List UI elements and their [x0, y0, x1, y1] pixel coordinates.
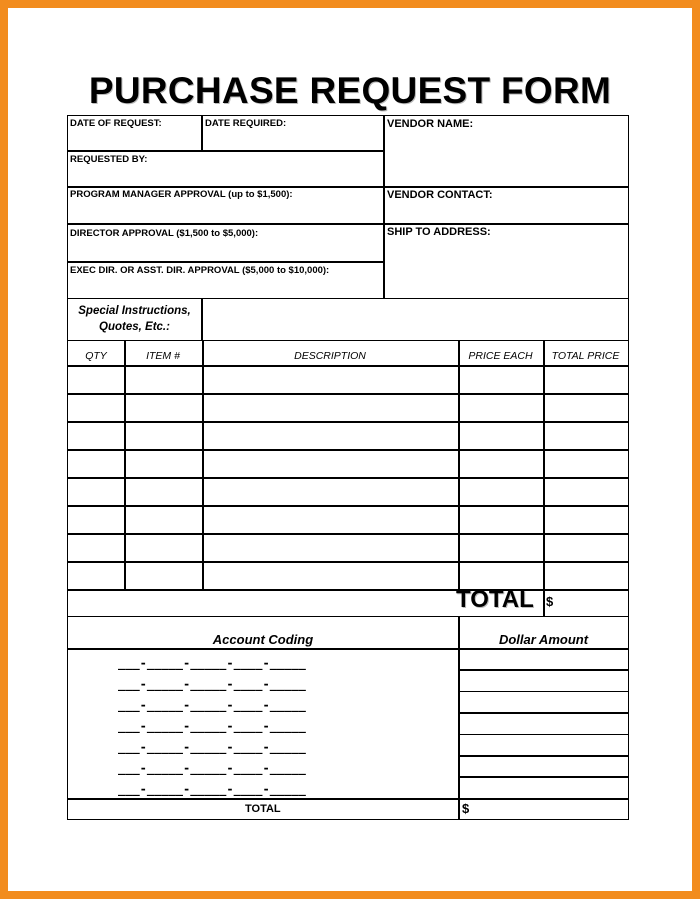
table-cell[interactable] [545, 423, 627, 447]
account-code-entry[interactable]: ___-_____-_____-____-_____ [118, 656, 306, 670]
table-cell[interactable] [204, 535, 456, 559]
account-code-entry[interactable]: ___-_____-_____-____-_____ [118, 719, 306, 733]
column-header-total-price: TOTAL PRICE [551, 350, 620, 362]
table-cell[interactable] [126, 507, 200, 531]
table-cell[interactable] [69, 479, 122, 503]
dollar-amount-field[interactable] [461, 714, 626, 732]
requested-by-field[interactable] [70, 166, 382, 185]
table-cell[interactable] [545, 367, 627, 391]
ship-to-address-field[interactable] [386, 240, 626, 297]
table-cell[interactable] [460, 395, 541, 419]
table-cell[interactable] [204, 395, 456, 419]
table-cell[interactable] [204, 367, 456, 391]
date-of-request-field[interactable] [70, 130, 200, 150]
dollar-amount-field[interactable] [461, 650, 626, 668]
table-cell[interactable] [460, 451, 541, 475]
table-cell[interactable] [545, 535, 627, 559]
table-cell[interactable] [204, 507, 456, 531]
vendor-contact-label: VENDOR CONTACT: [387, 189, 493, 201]
table-cell[interactable] [126, 423, 200, 447]
table-cell[interactable] [545, 479, 627, 503]
requested-by-label: REQUESTED BY: [70, 154, 148, 165]
account-code-entry[interactable]: ___-_____-_____-____-_____ [118, 677, 306, 691]
dollar-amount-field[interactable] [461, 778, 626, 796]
vendor-contact-field[interactable] [386, 203, 626, 222]
divider [201, 298, 203, 341]
account-coding-header: Account Coding [212, 632, 314, 647]
vendor-name-label: VENDOR NAME: [387, 118, 474, 130]
special-instructions-label [68, 303, 201, 335]
divider [67, 261, 384, 263]
table-cell[interactable] [126, 535, 200, 559]
exec-dir-approval-field[interactable] [70, 277, 382, 297]
table-cell[interactable] [69, 395, 122, 419]
special-instructions-field[interactable] [204, 301, 626, 339]
table-cell[interactable] [204, 451, 456, 475]
account-code-entry[interactable]: ___-_____-_____-____-_____ [118, 740, 306, 754]
items-total-label: TOTAL [456, 586, 534, 613]
table-cell[interactable] [460, 479, 541, 503]
table-cell[interactable] [126, 395, 200, 419]
dollar-amount-header: Dollar Amount [498, 632, 589, 647]
table-cell[interactable] [69, 367, 122, 391]
table-cell[interactable] [460, 423, 541, 447]
column-divider [543, 589, 545, 617]
coding-total-currency: $ [462, 801, 470, 816]
row-divider [67, 589, 629, 591]
table-cell[interactable] [460, 563, 541, 587]
table-cell[interactable] [545, 451, 627, 475]
divider [201, 115, 203, 151]
table-cell[interactable] [545, 507, 627, 531]
table-cell[interactable] [460, 535, 541, 559]
director-approval-label: DIRECTOR APPROVAL ($1,500 to $5,000): [70, 228, 259, 239]
table-cell[interactable] [204, 423, 456, 447]
divider [67, 150, 384, 152]
table-cell[interactable] [204, 479, 456, 503]
divider [383, 115, 385, 299]
special-instructions-line2: Quotes, Etc.: [99, 321, 170, 333]
items-total-currency: $ [546, 594, 554, 609]
program-manager-approval-label: PROGRAM MANAGER APPROVAL (up to $1,500): [70, 189, 293, 200]
items-total-field[interactable] [556, 590, 626, 615]
table-cell[interactable] [69, 535, 122, 559]
dollar-amount-field[interactable] [461, 736, 626, 754]
table-cell[interactable] [126, 451, 200, 475]
table-cell[interactable] [126, 479, 200, 503]
exec-dir-approval-label: EXEC DIR. OR ASST. DIR. APPROVAL ($5,000 to $10,000): [70, 265, 330, 276]
date-of-request-label: DATE OF REQUEST: [70, 118, 162, 129]
director-approval-field[interactable] [70, 240, 382, 260]
table-cell[interactable] [545, 395, 627, 419]
account-code-entry[interactable]: ___-_____-_____-____-_____ [118, 698, 306, 712]
divider [67, 223, 629, 225]
table-cell[interactable] [460, 507, 541, 531]
table-cell[interactable] [460, 367, 541, 391]
account-code-entry[interactable]: ___-_____-_____-____-_____ [118, 782, 306, 796]
ship-to-address-label: SHIP TO ADDRESS: [387, 226, 491, 238]
account-code-entry[interactable]: ___-_____-_____-____-_____ [118, 761, 306, 775]
dollar-amount-field[interactable] [461, 693, 626, 711]
special-instructions-line1: Special Instructions, [78, 305, 191, 317]
column-header-item: ITEM # [146, 350, 180, 362]
program-manager-approval-field[interactable] [70, 201, 382, 222]
vendor-name-field[interactable] [386, 132, 626, 184]
column-header-qty: QTY [85, 350, 107, 362]
table-cell[interactable] [545, 563, 627, 587]
table-cell[interactable] [69, 507, 122, 531]
coding-total-field[interactable] [474, 800, 626, 818]
dollar-amount-field[interactable] [461, 671, 626, 689]
date-required-label: DATE REQUIRED: [205, 118, 287, 129]
table-cell[interactable] [69, 423, 122, 447]
date-required-field[interactable] [204, 130, 382, 150]
table-cell[interactable] [204, 563, 456, 587]
divider [67, 186, 629, 188]
dollar-amount-field[interactable] [461, 757, 626, 775]
table-cell[interactable] [69, 451, 122, 475]
coding-total-label: TOTAL [245, 803, 281, 815]
table-cell[interactable] [126, 367, 200, 391]
column-header-price-each: PRICE EACH [468, 350, 533, 362]
table-cell[interactable] [69, 563, 122, 587]
form-title: PURCHASE REQUEST FORM [88, 70, 612, 111]
column-header-description: DESCRIPTION [294, 350, 366, 362]
table-cell[interactable] [126, 563, 200, 587]
